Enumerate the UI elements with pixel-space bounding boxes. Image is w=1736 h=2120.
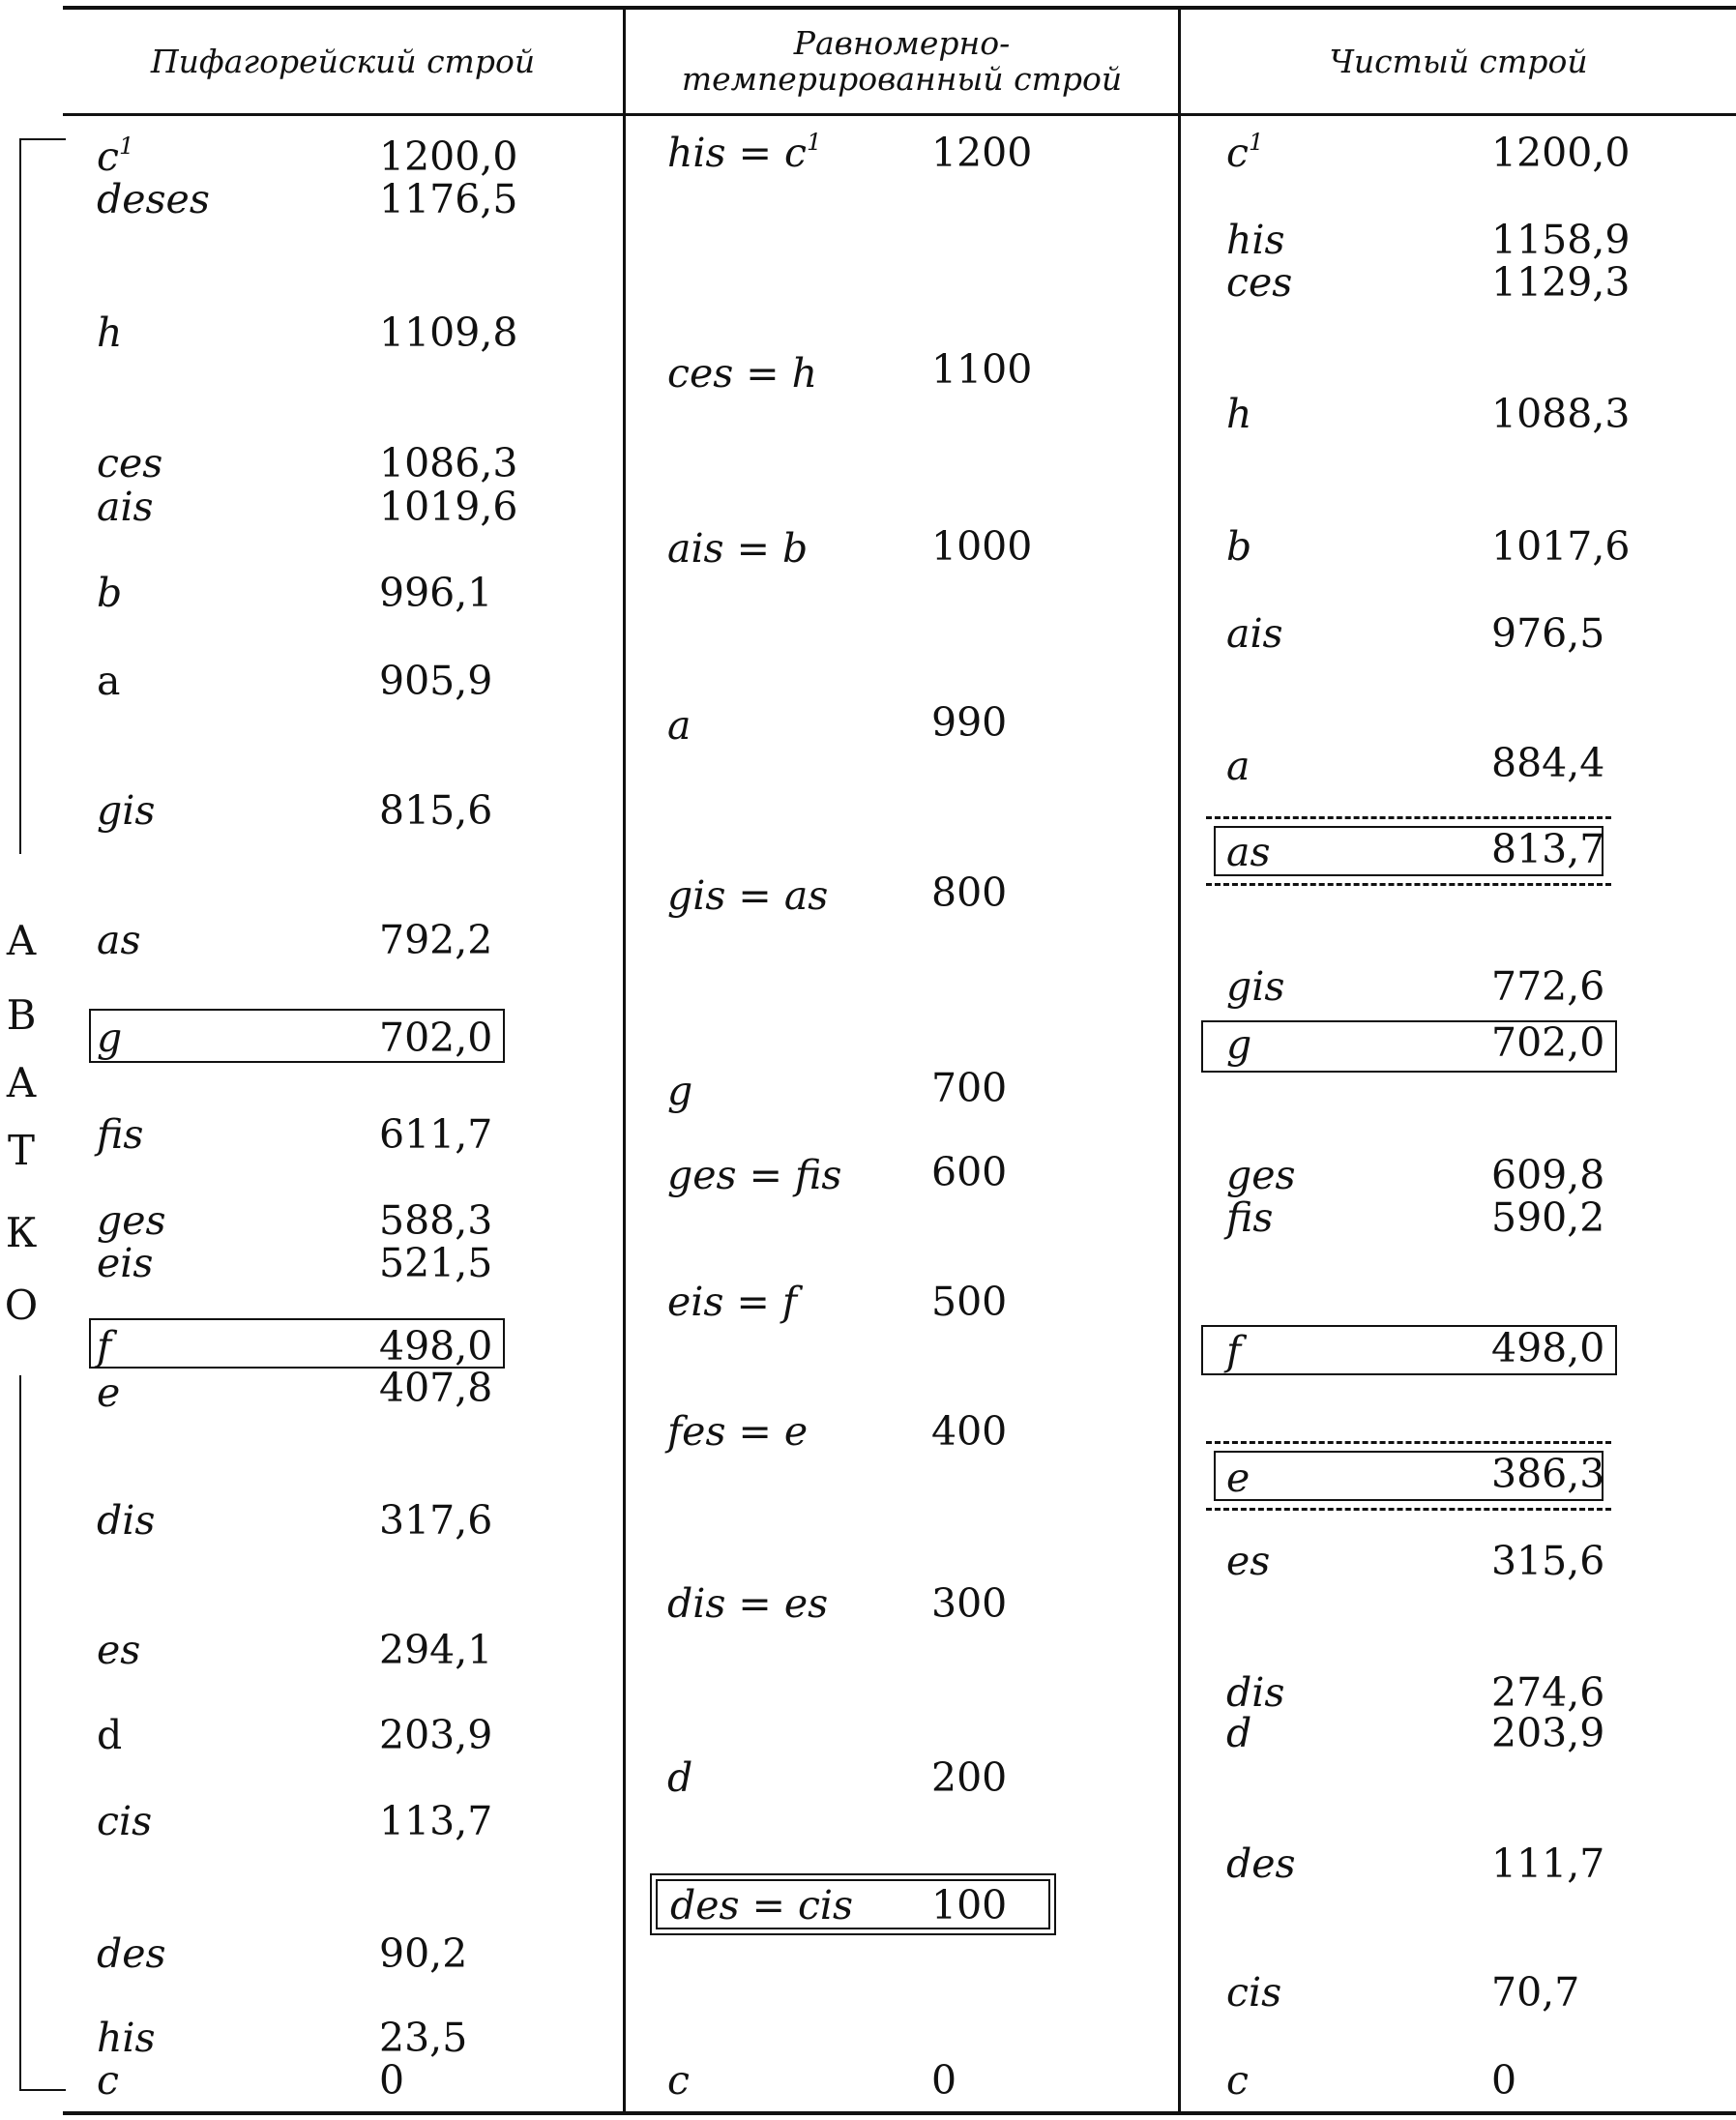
note-cell: ges = fis	[667, 1152, 842, 1198]
note-cell: eis	[97, 1240, 154, 1286]
value-cell: 700	[931, 1065, 1008, 1111]
value-cell: 1088,3	[1491, 391, 1631, 437]
value-cell: 1200,0	[1491, 130, 1631, 176]
value-cell: 300	[931, 1580, 1008, 1627]
value-cell: 976,5	[1491, 610, 1605, 657]
note-cell: des	[97, 1930, 166, 1977]
octave-letter: А	[6, 1059, 37, 1106]
note-cell: h	[1226, 391, 1252, 437]
value-cell: 813,7	[1491, 826, 1605, 872]
note-cell: cis	[1226, 1969, 1282, 2016]
value-cell: 815,6	[379, 787, 493, 834]
note-cell: es	[1226, 1538, 1271, 1584]
value-cell: 407,8	[379, 1365, 493, 1411]
note-cell: c	[97, 2057, 119, 2104]
note-cell: ais = b	[667, 525, 809, 572]
value-cell: 1129,3	[1491, 259, 1631, 306]
octave-bracket-bottom	[19, 2089, 66, 2091]
note-cell: a	[1226, 743, 1251, 789]
note-cell: d	[97, 1712, 123, 1758]
header-pythagorean: Пифагорейский строй	[150, 42, 536, 80]
octave-bracket-upper-line	[19, 138, 21, 854]
note-cell: deses	[97, 176, 210, 222]
value-cell: 315,6	[1491, 1538, 1605, 1584]
note-cell: b	[97, 570, 123, 616]
value-cell: 317,6	[379, 1497, 493, 1544]
note-cell: des	[1226, 1840, 1296, 1887]
header-just: Чистый строй	[1329, 42, 1588, 80]
note-cell: f	[1226, 1328, 1242, 1374]
value-cell: 0	[379, 2057, 405, 2104]
note-cell: ces = h	[667, 350, 818, 397]
value-cell: 400	[931, 1408, 1008, 1455]
note-cell: e	[97, 1369, 121, 1416]
note-cell: c	[667, 2057, 690, 2104]
value-cell: 203,9	[379, 1712, 493, 1758]
octave-letter: А	[6, 917, 37, 964]
note-cell: as	[1226, 829, 1271, 875]
value-cell: 200	[931, 1754, 1008, 1801]
note-cell: des = cis	[670, 1882, 854, 1929]
value-cell: 498,0	[1491, 1325, 1605, 1371]
value-cell: 294,1	[379, 1627, 493, 1673]
note-cell: dis	[97, 1497, 156, 1544]
note-cell: his = $c^1$	[667, 127, 822, 176]
octave-bracket-top	[19, 138, 66, 140]
value-cell: 90,2	[379, 1930, 468, 1977]
value-cell: 611,7	[379, 1111, 493, 1158]
note-cell: cis	[97, 1798, 153, 1844]
value-cell: 1000	[931, 523, 1033, 570]
value-cell: 111,7	[1491, 1840, 1605, 1887]
column-divider-2	[1178, 6, 1181, 2115]
value-cell: 800	[931, 869, 1008, 916]
note-cell: gis	[1226, 963, 1285, 1010]
note-cell: dis = es	[667, 1580, 829, 1627]
value-cell: 702,0	[1491, 1019, 1605, 1066]
note-cell: d	[1226, 1710, 1252, 1756]
value-cell: 996,1	[379, 570, 493, 616]
value-cell: 884,4	[1491, 740, 1605, 786]
octave-letter: Т	[7, 1127, 35, 1174]
value-cell: 1100	[931, 346, 1033, 393]
note-cell: $c^1$	[1226, 127, 1264, 176]
note-cell: es	[97, 1627, 141, 1673]
value-cell: 70,7	[1491, 1969, 1580, 2016]
note-cell: a	[667, 702, 691, 749]
note-cell: a	[97, 658, 121, 704]
value-cell: 1158,9	[1491, 217, 1631, 263]
value-cell: 792,2	[379, 917, 493, 963]
value-cell: 702,0	[379, 1015, 493, 1061]
note-cell: h	[97, 309, 123, 356]
value-cell: 203,9	[1491, 1710, 1605, 1756]
value-cell: 609,8	[1491, 1152, 1605, 1198]
value-cell: 113,7	[379, 1798, 493, 1844]
value-cell: 1200	[931, 130, 1033, 176]
value-cell: 23,5	[379, 2015, 468, 2061]
note-cell: gis	[97, 787, 156, 834]
note-cell: g	[667, 1068, 693, 1114]
header-equal-tempered-text: Равномерно-темперированный строй	[681, 24, 1123, 98]
value-cell: 0	[1491, 2057, 1517, 2104]
note-cell: ges	[1226, 1152, 1296, 1198]
superscript-one: 1	[1248, 127, 1264, 156]
value-cell: 1017,6	[1491, 523, 1631, 570]
note-cell: f	[97, 1323, 112, 1369]
header-equal-tempered	[626, 10, 1178, 114]
column-divider-1	[623, 6, 626, 2115]
value-cell: 274,6	[1491, 1669, 1605, 1716]
value-cell: 1086,3	[379, 440, 518, 486]
note-cell: fis	[1226, 1194, 1274, 1241]
value-cell: 521,5	[379, 1240, 493, 1286]
value-cell: 990	[931, 699, 1008, 746]
note-cell: his	[97, 2015, 156, 2061]
octave-letter: В	[6, 991, 37, 1039]
note-cell: ces	[97, 440, 163, 486]
value-cell: 590,2	[1491, 1194, 1605, 1241]
superscript-one: 1	[118, 131, 134, 160]
note-cell: his	[1226, 217, 1285, 263]
value-cell: 1176,5	[379, 176, 518, 222]
value-cell: 0	[931, 2057, 957, 2104]
note-cell: $c^1$	[97, 131, 134, 180]
note-cell: e	[1226, 1455, 1251, 1501]
octave-bracket-lower-line	[19, 1375, 21, 2091]
note-cell: c	[1226, 2057, 1249, 2104]
octave-letter: К	[5, 1209, 38, 1256]
note-cell: g	[97, 1015, 123, 1061]
note-cell: ges	[97, 1197, 166, 1244]
value-cell: 100	[931, 1882, 1008, 1929]
superscript-one: 1	[806, 127, 822, 156]
note-cell: g	[1226, 1021, 1252, 1068]
note-cell: eis = f	[667, 1279, 798, 1325]
note-cell: ces	[1226, 259, 1293, 306]
value-cell: 772,6	[1491, 963, 1605, 1010]
note-cell: as	[97, 917, 141, 963]
value-cell: 500	[931, 1279, 1008, 1325]
value-cell: 588,3	[379, 1197, 493, 1244]
note-cell: ais	[97, 484, 154, 530]
note-cell: b	[1226, 523, 1252, 570]
note-cell: dis	[1226, 1669, 1285, 1716]
value-cell: 600	[931, 1149, 1008, 1195]
note-cell: fes = e	[667, 1408, 809, 1455]
value-cell: 498,0	[379, 1323, 493, 1369]
note-cell: fis	[97, 1111, 144, 1158]
note-cell: d	[667, 1754, 693, 1801]
note-cell: gis = as	[667, 872, 829, 919]
octave-letter: О	[4, 1281, 39, 1329]
value-cell: 1109,8	[379, 309, 518, 356]
value-cell: 905,9	[379, 658, 493, 704]
value-cell: 386,3	[1491, 1451, 1605, 1497]
bottom-rule	[63, 2111, 1736, 2115]
value-cell: 1019,6	[379, 484, 518, 530]
note-cell: ais	[1226, 610, 1283, 657]
value-cell: 1200,0	[379, 133, 518, 180]
